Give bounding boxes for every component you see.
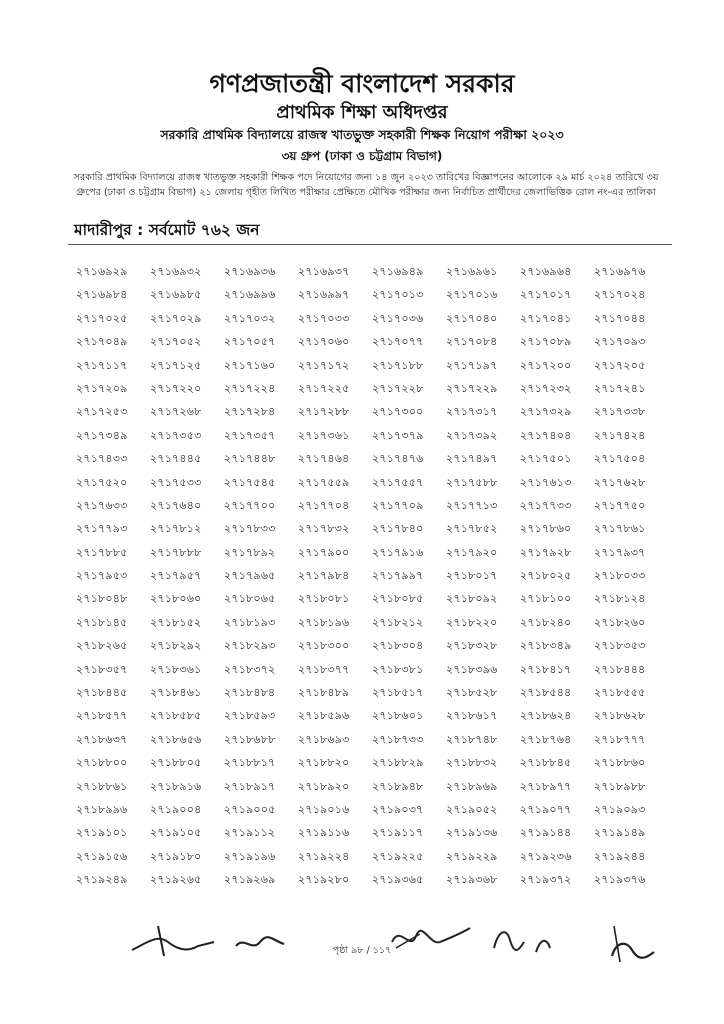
roll-number: ২৭১৭৮৬০	[520, 522, 572, 536]
roll-number: ২৭১৭৯৮৪	[298, 569, 350, 583]
roll-number: ২৭১৭০৭৭	[372, 335, 424, 349]
roll-number: ২৭১৭৭১৩	[446, 498, 498, 512]
roll-number: ২৭১৭২০০	[520, 358, 572, 372]
roll-number: ২৭১৮২৬০	[594, 615, 646, 629]
roll-number: ২৭১৭০৪১	[520, 311, 572, 325]
roll-number: ২৭১৯১১২	[224, 826, 276, 840]
roll-number: ২৭১৭০৩২	[224, 311, 276, 325]
roll-number: ২৭১৮০৯২	[446, 592, 498, 606]
roll-number: ২৭১৮১০০	[520, 592, 572, 606]
roll-number: ২৭১৭০৪৯	[76, 335, 128, 349]
roll-number: ২৭১৬৯২৯	[76, 265, 128, 278]
roll-number: ২৭১৭৪৪৮	[224, 452, 276, 466]
roll-number: ২৭১৯২৪৪	[594, 849, 646, 863]
roll-number: ২৭১৭৮৫২	[446, 522, 498, 536]
roll-number: ২৭১৭৯৯৭	[372, 569, 424, 583]
roll-number: ২৭১৭৪৪৫	[150, 452, 202, 466]
roll-number: ২৭১৭৮৬১	[594, 522, 646, 536]
roll-number: ২৭১৯১৪৪	[520, 826, 572, 840]
roll-number: ২৭১৮৫৫৫	[594, 686, 646, 700]
roll-number: ২৭১৮৭৬৪	[520, 732, 572, 746]
roll-number: ২৭১৭০১৬	[446, 288, 498, 302]
roll-number: ২৭১৭৭৩৩	[520, 498, 572, 512]
roll-number: ২৭১৮৪৮৪	[224, 686, 276, 700]
roll-number: ২৭১৭৮১২	[150, 522, 202, 536]
roll-number: ২৭১৭০৫৭	[224, 335, 276, 349]
roll-number: ২৭১৮৭৩৩	[372, 732, 424, 746]
roll-number: ২৭১৮০৩৩	[594, 569, 646, 583]
roll-number: ২৭১৯০৭৭	[520, 802, 572, 816]
roll-number: ২৭১৯১৯৬	[224, 849, 276, 863]
roll-number: ২৭১৮৮৬০	[594, 756, 646, 770]
roll-number: ২৭১৭০৫২	[150, 335, 202, 349]
roll-number: ২৭১৮১৯৩	[224, 615, 276, 629]
roll-number: ২৭১৮৫২৮	[446, 686, 498, 700]
roll-number: ২৭১৭২০৫	[594, 358, 646, 372]
roll-number: ২৭১৭০৮৯	[520, 335, 572, 349]
roll-number: ২৭১৭৮৮৫	[76, 545, 128, 559]
roll-number: ২৭১৭০২৪	[594, 288, 646, 302]
roll-number: ২৭১৭১৮৮	[372, 358, 424, 372]
roll-number: ২৭১৭২৮৪	[224, 405, 276, 419]
roll-number: ২৭১৮২৪০	[520, 615, 572, 629]
roll-number: ২৭১৯০০৫	[224, 802, 276, 816]
roll-number: ২৭১৯১০১	[76, 826, 128, 840]
roll-number: ২৭১৮৭৪৮	[446, 732, 498, 746]
roll-number: ২৭১৭৫০১	[520, 452, 572, 466]
exam-title: সরকারি প্রাথমিক বিদ্যালয়ে রাজস্ব খাতভুক্ত সহকারী শিক্ষক নিয়োগ পরীক্ষা ২০২৩	[160, 127, 564, 142]
roll-number: ২৭১৮৬২৮	[594, 709, 646, 723]
roll-number: ২৭১৯২৬৯	[224, 873, 276, 887]
roll-number: ২৭১৮৩৫৩	[594, 639, 646, 653]
roll-number: ২৭১৭৫৮৮	[446, 475, 498, 489]
roll-number: ২৭১৭০১৩	[372, 288, 424, 302]
roll-number: ২৭১৭২২০	[150, 381, 202, 395]
roll-number: ২৭১৭৩১৭	[446, 405, 498, 419]
roll-number: ২৭১৭৩২৯	[520, 405, 572, 419]
roll-number: ২৭১৭৪৩৩	[76, 452, 128, 466]
roll-number: ২৭১৭২৪১	[594, 381, 646, 395]
roll-number: ২৭১৮৮০৫	[150, 756, 202, 770]
roll-number: ২৭১৮৮২৯	[372, 756, 424, 770]
roll-number: ২৭১৮৮৩২	[446, 756, 498, 770]
roll-number: ২৭১৮৬৩৭	[76, 732, 128, 746]
roll-number: ২৭১৭১৯৭	[446, 358, 498, 372]
roll-number: ২৭১৯১১৬	[298, 826, 350, 840]
roll-number: ২৭১৭৮৩২	[298, 522, 350, 536]
district-heading: মাদারীপুর : সর্বমোট ৭৬২ জন	[74, 221, 260, 239]
roll-number: ২৭১৭৯৫৭	[150, 569, 202, 583]
roll-number: ২৭১৮০২৫	[520, 569, 572, 583]
roll-number: ২৭১৭৯২০	[446, 545, 498, 559]
roll-number: ২৭১৮০৮৫	[372, 592, 424, 606]
group-title: ৩য় গ্রুপ (ঢাকা ও চট্টগ্রাম বিভাগ)	[281, 149, 443, 163]
roll-number: ২৭১৭০৮৪	[446, 335, 498, 349]
roll-number: ২৭১৭১৬০	[224, 358, 276, 372]
roll-number: ২৭১৭৮৯২	[224, 545, 276, 559]
roll-number: ২৭১৮৫১৭	[372, 686, 424, 700]
roll-number: ২৭১৯২২৯	[446, 849, 498, 863]
roll-number: ২৭১৮৪১৭	[520, 662, 572, 676]
roll-number: ২৭১৭৬৩৩	[76, 498, 128, 512]
roll-number: ২৭১৭৪০৪	[520, 428, 572, 442]
roll-number: ২৭১৮৩০০	[298, 639, 350, 653]
roll-number: ২৭১৭২২৪	[224, 381, 276, 395]
roll-number: ২৭১৮৯৭৭	[520, 779, 572, 793]
roll-number: ২৭১৭৪২৪	[594, 428, 646, 442]
roll-number: ২৭১৮৫৯৬	[298, 709, 350, 723]
roll-number: ২৭১৭৩৬১	[298, 428, 350, 442]
roll-number: ২৭১৮৩০৪	[372, 639, 424, 653]
signature-5	[604, 912, 664, 968]
roll-number: ২৭১৬৯৮৫	[150, 288, 202, 302]
roll-number: ২৭১৮৮৪৫	[520, 756, 572, 770]
roll-number: ২৭১৮৫৮৫	[150, 709, 202, 723]
roll-number: ২৭১৭০৩৩	[298, 311, 350, 325]
roll-number: ২৭১৬৯৯৬	[224, 288, 276, 302]
roll-number: ২৭১৭৬১৩	[520, 475, 572, 489]
roll-number: ২৭১৭২২৫	[298, 381, 350, 395]
roll-number: ২৭১৭৭৯৩	[76, 522, 128, 536]
roll-number: ২৭১৯২৬৫	[150, 873, 202, 887]
roll-number: ২৭১৮২৯২	[150, 639, 202, 653]
roll-number: ২৭১৯০০৪	[150, 802, 202, 816]
roll-number: ২৭১৮৮১৭	[224, 756, 276, 770]
roll-number: ২৭১৮৯২০	[298, 779, 350, 793]
roll-number: ২৭১৯১৮০	[150, 849, 202, 863]
roll-number: ২৭১৯৩৭২	[520, 873, 572, 887]
roll-number-table	[76, 260, 668, 892]
roll-number: ২৭১৯২২৫	[372, 849, 424, 863]
roll-number: ২৭১৬৯৩৬	[224, 265, 276, 278]
roll-number: ২৭১৮২২০	[446, 615, 498, 629]
roll-number: ২৭১৮৩৫৭	[76, 662, 128, 676]
roll-number: ২৭১৭২৮৮	[298, 405, 350, 419]
roll-number: ২৭১৮৩৭২	[224, 662, 276, 676]
roll-number: ২৭১৮৮৬১	[76, 779, 128, 793]
department-title: প্রাথমিক শিক্ষা অধিদপ্তর	[276, 102, 448, 123]
roll-number: ২৭১৮৯১৭	[224, 779, 276, 793]
roll-number: ২৭১৭৮৮৮	[150, 545, 202, 559]
roll-number: ২৭১৯৩৬৮	[446, 873, 498, 887]
roll-number: ২৭১৯১৩৬	[446, 826, 498, 840]
roll-number: ২৭১৬৯৩২	[150, 265, 202, 278]
roll-number: ২৭১৭৭০০	[224, 498, 276, 512]
roll-number: ২৭১৭৯০০	[298, 545, 350, 559]
roll-number: ২৭১৮২১২	[372, 615, 424, 629]
roll-number: ২৭১৮৪৪৫	[76, 686, 128, 700]
roll-number: ২৭১৮৯১৬	[150, 779, 202, 793]
roll-number: ২৭১৭৫৫৭	[372, 475, 424, 489]
roll-number: ২৭১৭১২৫	[150, 358, 202, 372]
roll-number: ২৭১৯১১৭	[372, 826, 424, 840]
notice-text: সরকারি প্রাথমিক বিদ্যালয়ে রাজস্ব খাতভুক্ত সহকারী শিক্ষক পদে নিয়োগের জন্য ১৪ জুন ২০২৩ তারিখের বিজ্ঞাপনের আলোকে ২৯ মার্চ ২০২৪ তারিখে ৩য় গ্রুপের (ঢাকা ও চট্টগ্রাম বিভাগ) ২১ জেলায় গৃহীত লিখিত পরীক্ষার প্রেক্ষিতে মৌখিক পরীক্ষার জন্য নির্বাচিত প্রার্থীদের জেলাভিত্তিক রোল নং-এর তালিকা	[73, 172, 659, 198]
roll-number: ২৭১৮৩৭৭	[298, 662, 350, 676]
roll-number: ২৭১৭৭০৪	[298, 498, 350, 512]
roll-number: ২৭১৭১১৭	[76, 358, 128, 372]
roll-number: ২৭১৭৩৯২	[446, 428, 498, 442]
roll-number: ২৭১৭৭৫০	[594, 498, 646, 512]
roll-number: ২৭১৭৯২৮	[520, 545, 572, 559]
roll-number: ২৭১৯১৫৬	[76, 849, 128, 863]
roll-number: ২৭১৮০১৭	[446, 569, 498, 583]
roll-number: ২৭১৬৯৬১	[446, 265, 498, 278]
roll-number: ২৭১৮০৮১	[298, 592, 350, 606]
roll-number: ২৭১৭৯১৬	[372, 545, 424, 559]
roll-number: ২৭১৭০৩৬	[372, 311, 424, 325]
roll-number: ২৭১৭৩৭৯	[372, 428, 424, 442]
roll-number: ২৭১৭৭০৯	[372, 498, 424, 512]
roll-number: ২৭১৭৪৬৪	[298, 452, 350, 466]
roll-number: ২৭১৭৫৩৩	[150, 475, 202, 489]
roll-number: ২৭১৬৯৭৬	[594, 265, 646, 278]
roll-number: ২৭১৭৩৩৮	[594, 405, 646, 419]
roll-number: ২৭১৬৯৩৭	[298, 265, 350, 278]
roll-number: ২৭১৭৫২০	[76, 475, 128, 489]
roll-number: ২৭১৮০৬০	[150, 592, 202, 606]
roll-number: ২৭১৮৬০১	[372, 709, 424, 723]
roll-number: ২৭১৮৯৬৯	[446, 779, 498, 793]
roll-number: ২৭১৭৫৪৫	[224, 475, 276, 489]
roll-number: ২৭১৮৬২৪	[520, 709, 572, 723]
page-number: পৃষ্ঠা ৯৮ / ১১৭	[332, 945, 392, 956]
roll-number: ২৭১৭০৪০	[446, 311, 498, 325]
roll-number: ২৭১৮০৪৮	[76, 592, 128, 606]
roll-number: ২৭১৮৬৫৬	[150, 732, 202, 746]
roll-number: ২৭১৭০১৭	[520, 288, 572, 302]
roll-number: ২৭১৮২৬৫	[76, 639, 128, 653]
roll-number: ২৭১৮৭৭৭	[594, 732, 646, 746]
roll-number: ২৭১৮১৪৫	[76, 615, 128, 629]
roll-number: ২৭১৭৩৪৯	[76, 428, 128, 442]
roll-number: ২৭১৬৯৪৯	[372, 265, 424, 278]
roll-number: ২৭১৭৮৩৩	[224, 522, 276, 536]
roll-number: ২৭১৮৬৮৮	[224, 732, 276, 746]
roll-number: ২৭১৯৩৭৬	[594, 873, 646, 887]
roll-number: ২৭১৮৯৮৮	[594, 779, 646, 793]
roll-number: ২৭১৮৬১৭	[446, 709, 498, 723]
roll-number: ২৭১৭৩৫৩	[150, 428, 202, 442]
roll-number: ২৭১৮৫৭৭	[76, 709, 128, 723]
roll-number: ২৭১৮৪৪৪	[594, 662, 646, 676]
roll-number: ২৭১৭৩৫৭	[224, 428, 276, 442]
roll-number: ২৭১৬৯৬৪	[520, 265, 572, 278]
roll-number: ২৭১৯১০৫	[150, 826, 202, 840]
roll-number: ২৭১৯০৩৭	[372, 802, 424, 816]
roll-number: ২৭১৯২৩৬	[520, 849, 572, 863]
roll-number: ২৭১৮৯৪৮	[372, 779, 424, 793]
roll-number: ২৭১৯৩৬৫	[372, 873, 424, 887]
roll-number: ২৭১৯২৪৯	[76, 873, 128, 887]
roll-number: ২৭১৭২৬৮	[150, 405, 202, 419]
roll-number: ২৭১৮৪৮৯	[298, 686, 350, 700]
roll-number: ২৭১৭২০৯	[76, 381, 128, 395]
roll-number: ২৭১৭৫০৪	[594, 452, 646, 466]
roll-number: ২৭১৯০৫২	[446, 802, 498, 816]
roll-number: ২৭১৮৩৬১	[150, 662, 202, 676]
roll-number: ২৭১৭০২৯	[150, 311, 202, 325]
roll-number: ২৭১৭৯৩৭	[594, 545, 646, 559]
roll-number: ২৭১৮৬৯৩	[298, 732, 350, 746]
roll-number: ২৭১৮৮২০	[298, 756, 350, 770]
roll-number: ২৭১৮১৯৬	[298, 615, 350, 629]
roll-number: ২৭১৬৯৮৪	[76, 288, 128, 302]
roll-number: ২৭১৭২২৯	[446, 381, 498, 395]
roll-number: ২৭১৭৮৪০	[372, 522, 424, 536]
roll-number: ২৭১৯২৮০	[298, 873, 350, 887]
government-title: গণপ্রজাতন্ত্রী বাংলাদেশ সরকার	[209, 69, 515, 98]
roll-number: ২৭১৬৯৯৭	[298, 288, 350, 302]
roll-number: ২৭১৭৩০০	[372, 405, 424, 419]
roll-number: ২৭১৮৮০০	[76, 756, 128, 770]
roll-number: ২৭১৭৬৪০	[150, 498, 202, 512]
roll-number: ২৭১৭০৪৪	[594, 311, 646, 325]
roll-number: ২৭১৯১৪৯	[594, 826, 646, 840]
roll-number: ২৭১৯২২৪	[298, 849, 350, 863]
roll-number: ২৭১৮১৫২	[150, 615, 202, 629]
roll-number: ২৭১৭৯৫৩	[76, 569, 128, 583]
roll-number: ২৭১৭৪৯৭	[446, 452, 498, 466]
roll-number: ২৭১৮৩৪৯	[520, 639, 572, 653]
roll-number: ২৭১৯০৯৩	[594, 802, 646, 816]
roll-number: ২৭১৭৬২৮	[594, 475, 646, 489]
roll-number: ২৭১৮২৯৩	[224, 639, 276, 653]
roll-number: ২৭১৮৯৯৬	[76, 802, 128, 816]
roll-number: ২৭১৮০৬৫	[224, 592, 276, 606]
roll-number: ২৭১৭১৭২	[298, 358, 350, 372]
roll-number: ২৭১৭২৩২	[520, 381, 572, 395]
roll-number: ২৭১৯০১৬	[298, 802, 350, 816]
roll-number: ২৭১৭২৫৩	[76, 405, 128, 419]
roll-number: ২৭১৭২২৮	[372, 381, 424, 395]
roll-number: ২৭১৭০৬০	[298, 335, 350, 349]
roll-number: ২৭১৮৪৬১	[150, 686, 202, 700]
roll-number: ২৭১৭৫৫৯	[298, 475, 350, 489]
roll-number: ২৭১৭৯৬৫	[224, 569, 276, 583]
roll-number: ২৭১৭০২৫	[76, 311, 128, 325]
roll-number: ২৭১৮৩৮১	[372, 662, 424, 676]
roll-number: ২৭১৭০৯৩	[594, 335, 646, 349]
roll-number: ২৭১৮৩৯৬	[446, 662, 498, 676]
roll-number: ২৭১৭৪৭৬	[372, 452, 424, 466]
heading-divider	[68, 244, 672, 245]
roll-number: ২৭১৮৫৯৩	[224, 709, 276, 723]
roll-number: ২৭১৮৩২৮	[446, 639, 498, 653]
roll-number: ২৭১৮৫৪৪	[520, 686, 572, 700]
roll-number: ২৭১৮১২৪	[594, 592, 646, 606]
